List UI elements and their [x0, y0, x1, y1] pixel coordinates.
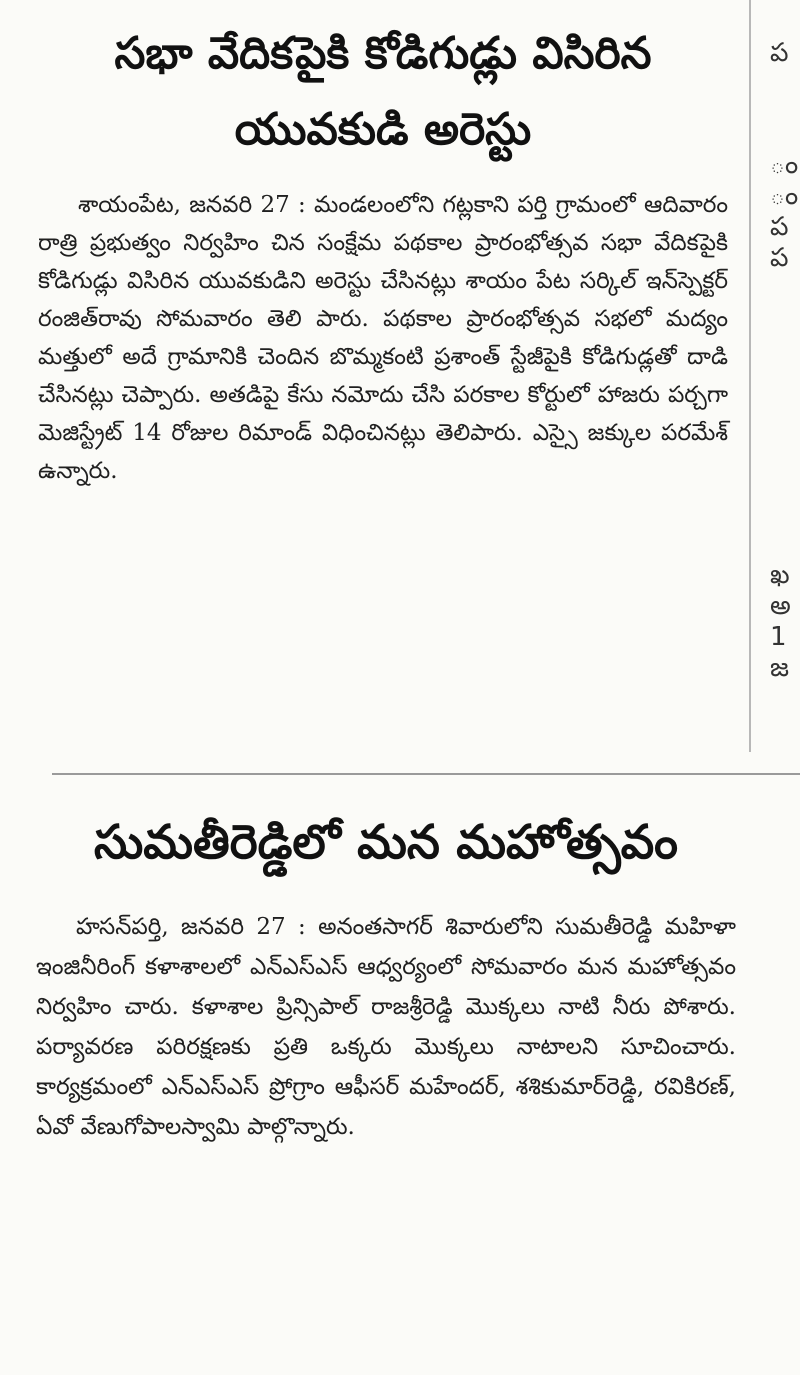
adjacent-column-fragment: ప: [770, 38, 789, 68]
adjacent-column-fragment: ఖ అ 1 జ: [770, 560, 791, 683]
article-body: శాయంపేట, జనవరి 27 : మండలంలోని గట్లకాని పర్తి గ్రామంలో ఆదివారం రాత్రి ప్రభుత్వం నిర్వహిం చిన సంక్షేమ పథకాల ప్రారంభోత్సవ సభా వేదికపైకి కోడిగుడ్లు విసిరిన యువకుడిని అరెస్టు చేసినట్లు శాయం పేట సర్కిల్ ఇన్‌స్పెక్టర్ రంజిత్‌రావు సోమవారం తెలి పారు. పథకాల ప్రారంభోత్సవ సభలో మద్యం మత్తులో అదే గ్రామానికి చెందిన బొమ్మకంటి ప్రశాంత్ స్టేజీపైకి కోడిగుడ్లతో దాడి చేసినట్లు చెప్పారు. అతడిపై కేసు నమోదు చేసి పరకాల కోర్టులో హాజరు పర్చగా మెజిస్ట్రేట్ 14 రోజుల రిమాండ్ విధించినట్లు తెలిపారు. ఎస్సై జక్కుల పరమేశ్ ఉన్నారు.: [38, 192, 728, 484]
article-mana-mahotsavam: [36, 805, 736, 1147]
article-headline: [38, 16, 728, 168]
article-headline: సుమతీరెడ్డిలో మన మహోత్సవం: [94, 815, 678, 870]
article-body: హసన్‌పర్తి, జనవరి 27 : అనంతసాగర్ శివారులోని సుమతీరెడ్డి మహిళా ఇంజినీరింగ్ కళాశాలలో ఎన్ఎస్ఎస్ ఆధ్వర్యంలో సోమవారం మన మహోత్సవం నిర్వహిం చారు. కళాశాల ప్రిన్సిపాల్ రాజశ్రీరెడ్డి మొక్కలు నాటి నీరు పోశారు. పర్యావరణ పరిరక్షణకు ప్రతి ఒక్కరు మొక్కలు నాటాలని సూచించారు. కార్యక్రమంలో ఎన్ఎస్ఎస్ ప్రోగ్రాం ఆఫీసర్ మహేందర్, శశికుమార్‌రెడ్డి, రవికిరణ్, ఏవో వేణుగోపాలస్వామి పాల్గొన్నారు.: [36, 914, 736, 1140]
headline-line-2: యువకుడి అరెస్టు: [234, 104, 532, 155]
article-divider: [52, 773, 800, 775]
article-egg-throwing-arrest: [38, 16, 728, 490]
headline-line-1: సభా వేదికపైకి కోడిగుడ్లు విసిరిన: [114, 28, 652, 79]
column-divider: [749, 0, 751, 752]
adjacent-column-fragment: ం ం ప ప: [770, 150, 799, 273]
